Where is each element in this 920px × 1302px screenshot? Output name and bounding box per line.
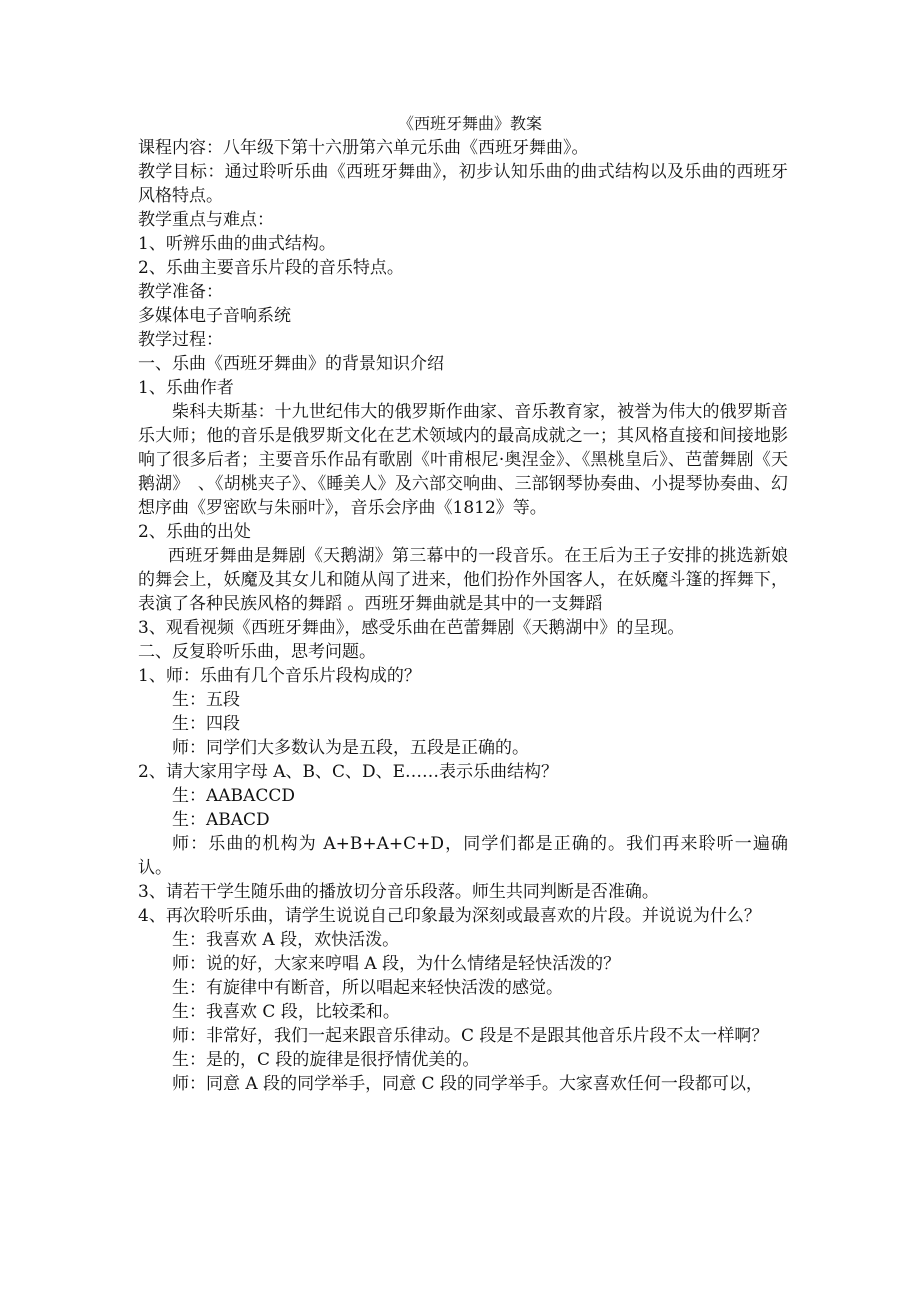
preparation-heading: 教学准备： xyxy=(138,282,223,302)
course-content-line: 课程内容：八年级下第十六册第六单元乐曲《西班牙舞曲》。 xyxy=(138,138,589,158)
dialogue-line: 生：是的，C 段的旋律是很抒情优美的。 xyxy=(172,1050,480,1070)
key-point-item: 1、听辨乐曲的曲式结构。 xyxy=(138,234,336,254)
dialogue-paragraph: 师：非常好，我们一起来跟音乐律动。C 段是不是跟其他音乐片段不太一样啊？ xyxy=(172,1026,769,1046)
question-paragraph: 4、再次聆听乐曲，请学生说说自己印象最为深刻或最喜欢的片段。并说说为什么？ xyxy=(138,906,761,926)
process-heading: 教学过程： xyxy=(138,330,223,350)
dialogue-paragraph: 师：乐曲的机构为 A+B+A+C+D，同学们都是正确的。我们再来聆听一遍确认。 xyxy=(138,834,788,878)
dialogue-line: 生：我喜欢 A 段，欢快活泼。 xyxy=(172,930,400,950)
dialogue-line: 生：四段 xyxy=(172,714,240,734)
question-line: 3、请若干学生随乐曲的播放切分音乐段落。师生共同判断是否准确。 xyxy=(138,882,659,902)
subsection-heading: 3、观看视频《西班牙舞曲》，感受乐曲在芭蕾舞剧《天鹅湖中》的呈现。 xyxy=(138,618,685,638)
dialogue-line: 生：AABACCD xyxy=(172,786,295,806)
subsection-heading: 1、乐曲作者 xyxy=(138,378,234,398)
dialogue-line: 师：说的好，大家来哼唱 A 段，为什么情绪是轻快活泼的？ xyxy=(172,954,621,974)
document-title: 《西班牙舞曲》教案 xyxy=(397,114,542,133)
dialogue-line: 生：ABACD xyxy=(172,810,270,830)
document-page xyxy=(138,112,788,1096)
dialogue-line: 生：五段 xyxy=(172,690,240,710)
dialogue-line: 生：有旋律中有断音，所以唱起来轻快活泼的感觉。 xyxy=(172,978,563,998)
subsection-heading: 2、乐曲的出处 xyxy=(138,522,251,542)
preparation-item: 多媒体电子音响系统 xyxy=(138,306,291,326)
question-line: 2、请大家用字母 A、B、C、D、E……表示乐曲结构？ xyxy=(138,762,559,782)
key-points-heading: 教学重点与难点： xyxy=(138,210,274,230)
composer-paragraph: 柴科夫斯基：十九世纪伟大的俄罗斯作曲家、音乐教育家，被誉为伟大的俄罗斯音乐大师；他的音乐是俄罗斯文化在艺术领域内的最高成就之一；其风格直接和间接地影响了很多后者；主要音乐作品有歌剧《叶甫根尼·奥涅金》、《黑桃皇后》、芭蕾舞剧《天鹅湖》 、《胡桃夹子》、《睡美人》及六部交响曲、三部钢琴协奏曲、小提琴协奏曲、幻想序曲《罗密欧与朱丽叶》，音乐会序曲《1812》等。 xyxy=(138,402,788,518)
dialogue-line: 生：我喜欢 C 段，比较柔和。 xyxy=(172,1002,400,1022)
teaching-goal-paragraph: 教学目标：通过聆听乐曲《西班牙舞曲》，初步认知乐曲的曲式结构以及乐曲的西班牙风格特点。 xyxy=(138,162,788,206)
dialogue-line: 师：同学们大多数认为是五段，五段是正确的。 xyxy=(172,738,529,758)
section-heading: 二、反复聆听乐曲，思考问题。 xyxy=(138,642,376,662)
dialogue-line: 师：同意 A 段的同学举手，同意 C 段的同学举手。大家喜欢任何一段都可以， xyxy=(172,1074,763,1094)
key-point-item: 2、乐曲主要音乐片段的音乐特点。 xyxy=(138,258,404,278)
section-heading: 一、乐曲《西班牙舞曲》的背景知识介绍 xyxy=(138,354,444,374)
origin-paragraph: 西班牙舞曲是舞剧《天鹅湖》第三幕中的一段音乐。在王后为王子安排的挑选新娘的舞会上，妖魔及其女儿和随从闯了进来，他们扮作外国客人，在妖魔斗篷的挥舞下，表演了各种民族风格的舞蹈 。西班牙舞曲就是其中的一支舞蹈 xyxy=(138,546,788,614)
question-line: 1、师：乐曲有几个音乐片段构成的？ xyxy=(138,666,421,686)
